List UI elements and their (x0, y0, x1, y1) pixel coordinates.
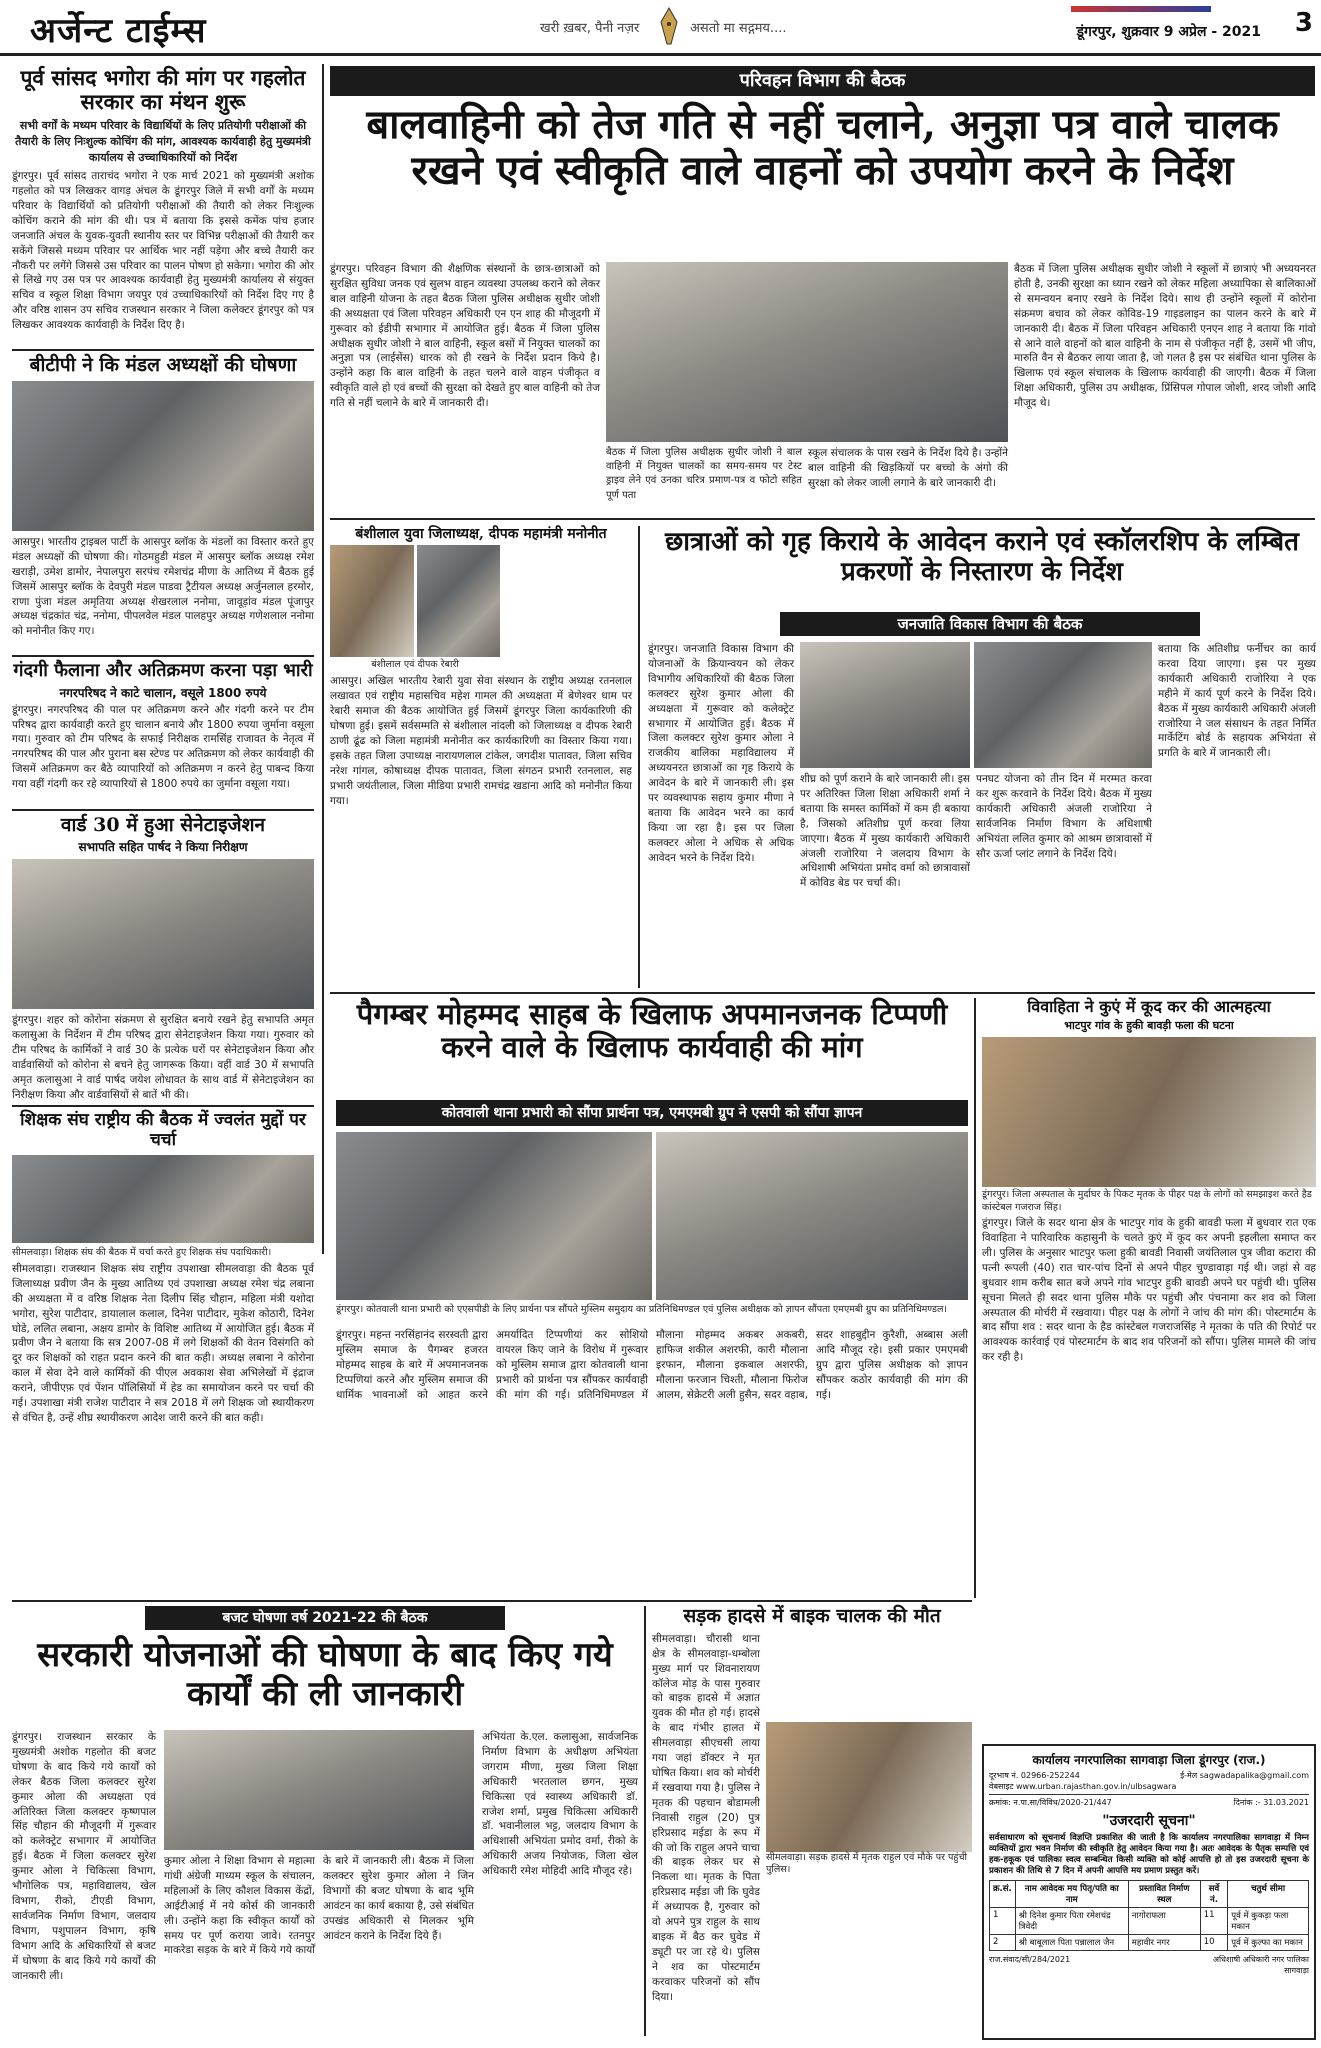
lead-photo-caption: बैठक में जिला पुलिस अधीक्षक सुधीर जोशी ने बाल वाहिनी में नियुक्त चालकों का समय-समय पर टेस्ट ड्राइव लेने एवं उनका चरित्र प्रमाण-पत्र व फोटो सहित पूर्ण पता (606, 447, 802, 501)
notice-body: सर्वसाधारण को सूचनार्थ विज्ञप्ति प्रकाशित की जाती है कि कार्यालय नगरपालिका सागवाड़ा में निम्न व्यक्तियों द्वारा भवन निर्माण की स्वीकृति हेतु आवेदन किया गया है। अतः आवेदक के पैतृक सम्पत्ति एवं हक-हकूक एवं पालिका स्वत्व सम्बन्धित किसी व्यक्ति को कोई आपत्ति हो तो इस उजरदारी सूचना के प्रकाशन की तिथि से 7 दिन में अपनी आपत्ति मय प्रमाण प्रस्तुत करें। (989, 1833, 1309, 1877)
article-deck: सभापति सहित पार्षद ने किया निरीक्षण (78, 840, 248, 855)
section-kicker: बजट घोषणा वर्ष 2021-22 की बैठक (145, 1606, 505, 1630)
pen-nib-icon (660, 8, 678, 46)
article-body: बताया कि अतिशीघ्र फर्नीचर का कार्य करवा दिया जाएगा। इस पर मुख्य कार्यकारी अधिकारी राजोरिया ने एक महीने में कार्य पूर्ण करने के निर्देश दिये। बैठक में मुख्य कार्यकारी अधिकारी अंजली राजोरिया ने जल संसाधन के तहत निर्मित मार्केटिंग बोर्ड के सहायक अभियंता से प्रगति के बारे में जानकारी ली। (1158, 643, 1316, 760)
article-body: पनघट योजना को तीन दिन में मरम्मत करवा कर शुरू करवाने के निर्देश दिये। बैठक में मुख्य कार्यकारी अधिकारी अंजली राजोरिया ने सार्वजनिक निर्माण विभाग के अधिशाषी अभियंता ललित कुमार को आश्रम छात्रावासों में सौर ऊर्जा प्लांट लगाने के निर्देश दिये। (976, 773, 1152, 860)
column-rule (638, 526, 640, 988)
article-body: डूंगरपुर। जिले के सदर थाना क्षेत्र के भाटपुर गांव के हुकी बावडी फला में बुधवार रात एक विवाहिता ने पारिवारिक कहासुनी के चलते कुएं में कूद कर अपनी इहलीला समाप्त कर ली। पुलिस के अनुसार भाटपुर फला हुकी बावडी निवासी जयंतिलाल पुत्र जीवा कटारा की पत्नी रूपली (40) रात चार-पांच दिनों से अपने पीहर चुण्डावाड़ा गई थी। जहां से वह बुधवार शाम करीब सात बजे अपने गांव भाटपुर हुकी बावडी अपने घर पहुंची थी। पुलिस सूचना मिलते ही सदर थाना पुलिस मौके पर पहुंची और पंचनामा कर शव को जिला अस्पताल की मोर्चरी में रखवाया। पीहर पक्ष के लोगों ने जांच की मांग की। पोस्टमार्टम के बाद सौंपा शव : सदर थाना के हैड कांस्टेबल गजराजसिंह ने मृतका के पति की रिपोर्ट पर आवश्यक कार्रवाई एवं पोस्टमार्टम के बाद शव परिजनों को सौंपा। पुलिस मामले की जांच कर रही है। (982, 1217, 1316, 1364)
article-body: कुमार ओला ने शिक्षा विभाग से महात्मा गांधी अंग्रेजी माध्यम स्कूल के संचालन, महिलाओं के लिए कौशल विकास केंद्रों, आईटीआई में नये कोर्स की जानकारी ली। उन्होंने कहा कि स्वीकृत कार्यों को समय पर पूर्ण कराया जावे। रतनपुर माकरेडा सड़क के बारे में किये गये कार्यों के बारे में जानकारी ली। बैठक में जिला कलक्टर सुरेश कुमार ओला ने जिन विभागों की बजट घोषणा के बाद भूमि आवंटन का कार्य बकाया है, उसे संबंधित उपखंड अधिकारी से मिलकर भूमि आवंटन कराने के निर्देश दिये हैं। (164, 1855, 474, 1957)
masthead (0, 0, 1321, 56)
notice-signatory: अधिशाषी अधिकारी नगर पालिका सागवाड़ा (1212, 1955, 1309, 1976)
section-kicker: परिवहन विभाग की बैठक (330, 66, 1315, 96)
article-body: आसपुर। अखिल भारतीय रेबारी युवा सेवा संस्थान के राष्ट्रीय अध्यक्ष रतनलाल लखावत एवं राष्ट्रीय महासचिव महेश गामल की अध्यक्षता में बेणेश्वर धाम पर रेबारी समाज की बैठक आयोजित हुई जिसमें डूंगरपुर जिला कार्यकारिणी की घोषणा हुई। इसमें सर्वसम्मति से बंशीलाल नांदली को जिलाध्यक्ष व दीपक रेबारी ठाणी ढूंढ को जिला महामंत्री मनोनीत कर कार्यकारिणी का विस्तार किया गया। इसके तहत जिला उपाध्यक्ष नारायणलाल टांकेल, जगदीश पातावत, जिला सचिव नरेश गांगल, कोषाध्यक्ष दीपक पातावत, जिला संगठन प्रभारी रतनलाल, सह प्रभारी जयंतीलाल, जिला मीडिया प्रभारी रामचंद्र खडाना आदि को मनोनीत किया गया। (330, 675, 632, 807)
column-rule (644, 1606, 646, 2036)
article-body: आसपुर। भारतीय ट्राइबल पार्टी के आसपुर ब्लॉक के मंडलों का विस्तार करते हुए मंडल अध्यक्षों की घोषणा की। गोठमहुडी मंडल में आसपुर ब्लॉक अध्यक्ष रमेश खराड़ी, उमेश डामोर, नेपालपुरा सरपंच रमेशचंद्र मीणा के आतिथ्य में बैठक हुई जिसमें आसपुर ब्लॉक के देवपुरी मंडल पाडवा ट्रैटीयल अध्यक्ष अर्जुनलाल हरमोर, राणा पुंजा मंडल अमृतिया अध्यक्ष शेखरलाल ननोमा, जावूड़ांव मंडल पूंजापुर अध्यक्ष चंद्रकांत चंद्र, ननोमा, पीपलवेल मंडल पालहपुर अध्यक्ष गणेशलाल ननोमा को मनोनीत किए गए। (12, 535, 314, 638)
column-rule (974, 998, 976, 1598)
notice-office: कार्यालय नगरपालिका सागवाड़ा जिला डूंगरपुर (राज.) (1032, 1753, 1266, 1767)
portrait-photo (330, 545, 414, 657)
divider (12, 809, 314, 811)
table-cell: महावीर नगर (1128, 1935, 1200, 1951)
news-photo (974, 642, 1152, 768)
article-body: अभियंता के.एल. कलासुआ, सार्वजनिक निर्माण विभाग के अधीक्षण अभियंता जगराम मीणा, मुख्य जिला शिक्षा अधिकारी भरतलाल छगन, मुख्य चिकित्सा एवं स्वास्थ्य अधिकारी डॉ. राजेश शर्मा, प्रमुख चिकित्सा अधिकारी डॉ. भवानीलाल भट्ट, जलदाय विभाग के अधिशासी अभियंता प्रमोद वर्मा, रीको के अधिकारी अजय नियोजक, जिला खेल अधिकारी रमेश मोहिदी आदि मौजूद रहे। (482, 1731, 638, 1878)
tagline-left: खरी ख़बर, पैनी नज़र (540, 21, 640, 36)
lead-body: डूंगरपुर। परिवहन विभाग की शैक्षणिक संस्थानों के छात्र-छात्राओं को सुरक्षित सुविधा जनक एवं सुलभ वाहन व्यवस्था उपलब्ध कराने को लेकर बाल वाहिनी योजना के तहत बैठक जिला पुलिस अधीक्षक सुधीर जोशी की अध्यक्षता एवं जिला परिवहन अधिकारी एन एन शाह की मौजूदगी में गुरूवार को ईडीपी सभागार में आयोजित हुई। बैठक में जिला पुलिस अधीक्षक सुधीर जोशी ने बाल वाहिनी, स्कूल बसों में नियुक्त चालकों का अनुज्ञा पत्र (लाईसेंस) धारक को ही रखने के निर्देश प्रदान किये है। उन्होंने कहा कि बाल वाहिनी के तहत चलने वाले वाहन पंजीकृत व स्वीकृति वाले हो एवं बच्चों की सुरक्षा को देखते हुए बाल वाहिनी को तेज गति से नहीं चलाने के बारे में जानकारी दी। (330, 263, 600, 410)
page-number: 3 (1294, 8, 1313, 38)
newspaper-brand: अर्जेन्ट टाईम्स (30, 11, 207, 51)
notice-date: दिनांक :- 31.03.2021 (1233, 1798, 1309, 1807)
public-notice (982, 1744, 1316, 2040)
article-body: डूंगरपुर। राजस्थान सरकार के मुख्यमंत्री अशोक गहलोत की बजट घोषणा के बाद किये गये कार्यों को लेकर बैठक जिला कलक्टर सुरेश कुमार ओला की अध्यक्षता एवं अतिरिक्त जिला कलक्टर कृष्णपाल सिंह चौहान की मौजूदगी में गुरूवार को कलेक्ट्रेट सभागार में आयोजित हुई। बैठक में जिला कलक्टर सुरेश कुमार ओला ने चिकित्सा विभाग, भौगोलिक पत्र, महाविद्यालय, खेल विभाग, रीको, टीएडी विभाग, सार्वजनिक निर्माण विभाग, जलदाय विभाग, पशुपालन विभाग, कृषि विभाग आदि के अधिकारियों से बजट में घोषणा के बाद किये गये कार्यों की जानकारी ली। (12, 1731, 156, 1982)
lead-body: बैठक में जिला पुलिस अधीक्षक सुधीर जोशी ने स्कूलों में छात्राएं भी अध्ययनरत होती है, उनकी सुरक्षा का ध्यान रखने को लेकर महिला अध्यापिका से बालिकाओं से समन्वयन बनाए रखने के निर्देश दिये। साथ ही उन्होंने स्कूलों में कोरोना संक्रमण बचाव को लेकर कोविड-19 गाइडलाइन का पालन करने के बारे में जानकारी दी। बैठक में जिला परिवहन अधिकारी एनएन शाह ने बताया कि गांवो से आने वाले वाहनों को बाल वाहिनी के नाम से पंजीकृत नहीं है, उसमें भी जीप, मारुति वैन से बैठकर लाया जाता है, जो गलत है इस पर संबंधित थाना पुलिस के खिलाफ एवं स्कूल संचालक के खिलाफ कार्यवाही की जाएगी। बैठक में जिला शिक्षा अधिकारी, पुलिस उप अधीक्षक, प्रिंसिपल गोपाल जोशी, शरद जोशी आदि मौजूद थे। (1014, 263, 1316, 410)
divider (12, 655, 314, 657)
portrait-photo (417, 545, 501, 657)
news-photo (766, 1722, 972, 1852)
article-body: डूंगरपुर। महन्त नरसिंहानंद सरस्वती द्वारा मुस्लिम समाज के पैगम्बर हजरत मोहम्मद साहब के बारे में अपमानजनक टिप्पणियां करने और मुस्लिम समाज की धार्मिक भावनाओं को आहत करने अमर्यादित टिप्पणीयां कर सोशियो वायरल किए जाने के विरोध में गुरूवार को मुस्लिम समाज द्वारा कोतवाली थाना प्रभारी को प्रार्थना पत्र सौंपकर कार्यवाही की मांग की गई। प्रतिनिधिमण्डल में मौलाना मोहम्मद अकबर अकबरी, हाफिज शकील अशरफी, कारी मौलाना इरफान, मौलाना इकबाल अशरफी, मौलाना फरजान चिश्ती, मौलाना फिरोज आलम, सेक्रेटरी अली हुसैन, सदर वहाब, सदर शाहबुद्दीन कुरैशी, अब्बास अली आदि मौजूद रहे। इसी प्रकार एमएमबी ग्रुप द्वारा पुलिस अधीक्षक को ज्ञापन सौंपकर कठोर कार्यवाही की मांग की गई। (336, 1329, 968, 1401)
news-photo (12, 1155, 314, 1243)
lead-body: स्कूल संचालक के पास रखने के निर्देश दिये है। उन्होंने बाल वाहिनी की खिड़कियों पर बच्चो के अंगो की सुरक्षा को लेकर जाली लगाने के बारे जानकारी दी। (808, 447, 1008, 489)
article-body: डूंगरपुर। नगरपरिषद की पाल पर अतिक्रमण करने और गंदगी करने पर टीम परिषद द्वारा कार्यवाही करते हुए चालान बनाये और 1800 रुपया जुर्माना वसूला गया। गुरुवार को टीम परिषद के सफाई निरीक्षक रामसिंह राजावत के नेतृत्व में नगरपरिषद की पाल और पुराना बस स्टेण्ड पर अतिक्रमण को लेकर कार्यवाही की जिसमें अतिक्रमण कर बैठे व्यापारियों को अतिक्रमण न करने हेतु पाबन्द किया गया वहीं गंदगी कर रहे व्यापारियों से 1800 रुपये का जुर्माना वसूला गया। (12, 703, 314, 791)
article-body: डूंगरपुर। जनजाति विकास विभाग की योजनाओं के क्रियान्वयन को लेकर विभागीय अधिकारियों की बैठक जिला कलक्टर सुरेश कुमार ओला की अध्यक्षता में गुरूवार को कलेक्ट्रेट सभागार में आयोजित हुई। बैठक में जिला कलक्टर सुरेश कुमार ओला ने राजकीय बालिका महाविद्यालय में अध्ययनरत छात्राओं का गृह किराये के आवेदन के बारे में जानकारी ली। इस पर व्यवस्थापक सहाय कुमार मीणा ने बताया कि आवेदन भरने का कार्य किया जा रहा है। इस पर जिला कलक्टर ओला ने अधिक से अधिक आवेदन भरने के निर्देश दिये। (648, 643, 794, 864)
article-deck: सभी वर्गों के मध्यम परिवार के विद्यार्थियों के लिए प्रतियोगी परीक्षाओं की तैयारी के लिए निःशुल्क कोचिंग की मांग, आवश्यक कार्यवाही हेतु मुख्यमंत्री कार्यालय से उच्चाधिकारियों को निर्देश (15, 119, 311, 164)
table-row (990, 1908, 1309, 1935)
table-cell: श्री दिनेश कुमार पिता रमेशचंद्र त्रिवेदी (1015, 1908, 1128, 1935)
notice-title: "उजरदारी सूचना" (1102, 1813, 1196, 1829)
tagline-right: असतो मा सद्गमय.... (690, 21, 787, 36)
flag-strip (1071, 6, 1211, 12)
lead-photo (606, 262, 1008, 442)
table-cell: पूर्व में कुकड़ा फला मकान (1228, 1908, 1309, 1935)
article-body: डूंगरपुर। पूर्व सांसद ताराचंद भगोरा ने एक मार्च 2021 को मुख्यमंत्री अशोक गहलोत को पत्र लिखकर वागड़ अंचल के डूंगरपुर जिले में सभी वर्गों के मध्यम परिवार के विद्यार्थियों को प्रतियोगी परीक्षाओं की तैयारी को लेकर निःशुल्क कोचिंग कराने की मांग की थी। पत्र में बताया कि इससे कमेंक पांच हजार जनजाति अंचल के युवक-युवती स्थानीय स्तर पर विभिन्न परीक्षाओं की तैयारी कर सकेंगे जिससे मध्यम परिवार पर आर्थिक भार नहीं पड़ेगा और बच्चे तैयारी कर नौकरी पर लगेंगे जिससे उस परिवार का पालन पोषण हो सकेगा। भगोरा की ओर से लिखे गए उस पत्र पर आवश्यक कार्यवाही हेतु मुख्यमंत्री कार्यालय से संयुक्त सचिव व स्कूल शिक्षा विभाग जयपुर एवं उच्चाधिकारियों को निर्देश दिए गए है और वरिष्ठ शासन उप सचिव राजस्थान सरकार ने जिला कलेक्टर डूंगरपुर को पत्र लिखकर आवश्यक कार्यवाही के निर्देश दिए है। (12, 170, 314, 332)
article-deck: भाटपुर गांव के हुकी बावड़ी फला की घटना (1064, 1019, 1234, 1033)
divider (12, 1600, 972, 1602)
article-title: विवाहिता ने कुएं में कूद कर की आत्महत्या (1027, 997, 1271, 1016)
bansilal-article (330, 526, 632, 988)
news-photo (656, 1132, 968, 1300)
notice-website: वेबसाइट www.urban.rajasthan.gov.in/ulbsagwara (989, 1782, 1177, 1791)
photo-caption: डूंगरपुर। जिला अस्पताल के मुर्दाघर के पिकट मृतक के पीहर पक्ष के लोगों को समझाइश करते हैड कांस्टेबल गजराज सिंह। (982, 1189, 1312, 1213)
table-header: सर्वे नं. (1200, 1881, 1228, 1908)
news-photo (982, 1037, 1316, 1187)
lead-headline: बालवाहिनी को तेज गति से नहीं चलाने, अनुज्ञा पत्र वाले चालक रखने एवं स्वीकृति वाले वाहनों को उपयोग करने के निर्देश (366, 101, 1279, 194)
article-title: वार्ड 30 में हुआ सेनेटाइजेशन (60, 813, 266, 836)
notice-footer-ref: राज.संवाद/सी/284/2021 (989, 1955, 1071, 1965)
table-cell: नागोराफला (1128, 1908, 1200, 1935)
table-header: प्रस्तावित निर्माण स्थल (1128, 1881, 1200, 1908)
table-header: नाम आवेदक मय पितृ/पति का नाम (1015, 1881, 1128, 1908)
article-body: सीमलवाड़ा। चौरासी थाना क्षेत्र के सीमलवाड़ा-धम्बोला मुख्य मार्ग पर शिवनारायण कॉलेज मोड़ के पास गुरुवार को बाइक हादसे में अज्ञात युवक की मौत हो गई। हादसे के बाद गंभीर हालत में सीमलवाड़ा सीएचसी लाया गया जहां डॉक्टर ने मृत घोषित किया। शव को मोर्चरी में रखवाया गया है। पुलिस ने मृतक की पहचान बोडामली निवासी राहुल (20) पुत्र हरिप्रसाद मईडा के रूप में की जो कि राहुल अपने चाचा की बाइक लेकर घर से निकला था। मृतक के पिता हरिप्रसाद मईडा जी कि घुवेड में अध्यापक है, गुरुवार को वो अपने पुत्र राहुल के साथ बाइक में बैठ कर घुवेड में ड्यूटी पर जा रहे थे। पुलिस ने शव का पोस्टमार्टम करवाकर परिजनों को सौंप दिया। (652, 1632, 760, 2003)
news-photo (12, 381, 314, 531)
notice-email: ई-मेल sagwadapalika@gmail.com (1180, 1771, 1309, 1780)
section-kicker: जनजाति विकास विभाग की बैठक (780, 612, 1200, 636)
article-title: बीटीपी ने कि मंडल अध्यक्षों की घोषणा (29, 354, 297, 377)
table-cell: 10 (1200, 1935, 1228, 1951)
dateline: डूंगरपुर, शुक्रवार 9 अप्रेल - 2021 (1076, 24, 1261, 40)
section-kicker: कोतवाली थाना प्रभारी को सौंपा प्रार्थना पत्र, एमएमबी ग्रुप ने एसपी को सौंपा ज्ञापन (336, 1100, 968, 1126)
news-photo (12, 859, 314, 1009)
table-cell: श्री बाबूलाल पिता पन्नालाल जैन (1015, 1935, 1128, 1951)
accident-article (652, 1606, 972, 2036)
divider (330, 992, 1315, 994)
photo-caption: बंशीलाल एवं दीपक रेबारी (371, 659, 459, 671)
news-photo (164, 1730, 474, 1850)
table-header: क्र.सं. (990, 1881, 1016, 1908)
notice-table (989, 1880, 1309, 1951)
paigambar-headline: पैगम्बर मोहम्मद साहब के खिलाफ अपमानजनक टिप्पणी करने वाले के खिलाफ कार्यवाही की मांग (356, 997, 948, 1065)
budget-article (12, 1606, 638, 2036)
table-header: चतुर्थ सीमा (1228, 1881, 1309, 1908)
article-body: शीघ्र को पूर्ण कराने के बारे जानकारी ली। इस पर अतिरिक्त जिला शिक्षा अधिकारी शर्मा ने बताया कि समस्त कार्मिकों में कम ही बकाया है, जिसको अतिशीघ्र पूर्ण करवा लिया जाएगा। बैठक में मुख्य कार्यकारी अधिकारी अंजली राजोरिया ने जलदाय विभाग के अधिशाषी अभियंता प्रमोद वर्मा को छात्रावासों में कोविड बेड पर चर्चा की। (800, 773, 970, 890)
article-title: गंदगी फैलाना और अतिक्रमण करना पड़ा भारी (13, 659, 313, 681)
table-cell: 1 (990, 1908, 1016, 1935)
notice-phone: दूरभाष नं. 02966-252244 (989, 1771, 1080, 1780)
photo-caption: सीमलवाड़ा। सड़क हादसे में मृतक राहुल एवं मौके पर पहुंची पुलिस। (766, 1851, 967, 1876)
divider (330, 518, 1315, 520)
budget-headline: सरकारी योजनाओं की घोषणा के बाद किए गये कार्यों की ली जानकारी (37, 1635, 613, 1715)
article-title: पूर्व सांसद भगोरा की मांग पर गहलोत सरकार का मंथन शुरू (20, 65, 306, 115)
column-rule (322, 64, 324, 1254)
table-row (990, 1935, 1309, 1951)
notice-ref: क्रमांक: न.पा.सा/विविध/2020-21/447 (989, 1798, 1112, 1807)
scholarship-headline: छात्राओं को गृह किराये के आवेदन कराने एवं स्कॉलरशिप के लम्बित प्रकरणों के निस्तारण के निर्देश (665, 527, 1299, 587)
table-cell: पूर्व में कुल्फा का मकान (1228, 1935, 1309, 1951)
suicide-article (982, 998, 1316, 1738)
left-column (12, 65, 314, 1424)
table-cell: 2 (990, 1935, 1016, 1951)
article-body: सीमलवाड़ा। राजस्थान शिक्षक संघ राष्ट्रीय उपशाखा सीमलवाड़ा की बैठक पूर्व जिलाध्यक्ष प्रवीण जैन के मुख्य आतिथ्य एवं उपशाखा अध्यक्ष रमेश चंद्र लबाना की अध्यक्षता में व वरिष्ठ शिक्षक नेता दिलीप सिंह चौहान, महिला मंत्री यशोदा भगोरा, सुरेश पाटीदार, डायालाल कलाल, दिनेश पाटीदार, मुकेश कोठारी, दिनेश घोडे, ललित लबाना, अक्षय डामोर के विशिष्ट आतिथ्य में आयोजित हुई। बैठक में प्रवीण जैन ने बताया कि सत्र 2007-08 में लगे शिक्षकों की वेतन विसंगति को दूर कर शिक्षकों को राहत प्रदान करने की बात कही। अध्यक्ष लबाना ने कोरोना काल में सेवा देने वाले कार्मिकों की पीएल अवकाश सेवा अभिलेखों में इंद्राज कराने, जीपीएफ़ एवं पेंशन पॉलिसियों में हेड का समायोजन करने पर चर्चा की गई। उपशाखा मंत्री राजेश पाटीदार ने सत्र 2018 में लगे शिक्षक जो स्थायीकरण से वंचित है, उन्हें शीघ्र स्थायीकरण आदेश जारी करने की बात कही। (12, 1262, 314, 1424)
divider (12, 1105, 314, 1107)
photo-caption: सीमलवाड़ा। शिक्षक संघ की बैठक में चर्चा करते हुए शिक्षक संघ पदाधिकारी। (12, 1246, 272, 1258)
photo-caption: डूंगरपुर। कोतवाली थाना प्रभारी को एएसपीडी के लिए प्रार्थना पत्र सौंपते मुस्लिम समुदाय का प्रतिनिधिमण्डल एवं पुलिस अधीक्षक को ज्ञापन सौंपता एमएमबी ग्रुप का प्रतिनिधिमण्डल। (336, 1304, 948, 1315)
news-photo (800, 642, 970, 768)
article-title: शिक्षक संघ राष्ट्रीय की बैठक में ज्वलंत मुद्दों पर चर्चा (20, 1110, 306, 1151)
table-cell: 11 (1200, 1908, 1228, 1935)
article-title: सड़क हादसे में बाइक चालक की मौत (683, 1605, 941, 1627)
divider (12, 349, 314, 351)
article-title: बंशीलाल युवा जिलाध्यक्ष, दीपक महामंत्री मनोनीत (355, 526, 607, 542)
article-body: डूंगरपुर। शहर को कोरोना संक्रमण से सुरक्षित बनाये रखने हेतु सभापति अमृत कलासुआ के निर्देशन में टीम परिषद द्वारा सेनेटाइजेशन किया गया। गुरुवार को टीम परिषद के कार्मिकों ने वार्ड 30 के प्रत्येक घरों पर सेनेटाइजेशन किया और वार्डवासियों को कोरोना से बचने हेतु जागरूक किया। वहीं वार्ड 30 में सभापति अमृत कलासुआ ने वार्ड पार्षद जयेश लोधावत के साथ वार्ड में सेनेटाइजेशन का निरीक्षण किया और वार्डवासियों से बातें भी की। (12, 1014, 314, 1102)
article-deck: नगरपरिषद ने काटे चालान, वसूले 1800 रुपये (59, 685, 267, 700)
news-photo (336, 1132, 652, 1300)
